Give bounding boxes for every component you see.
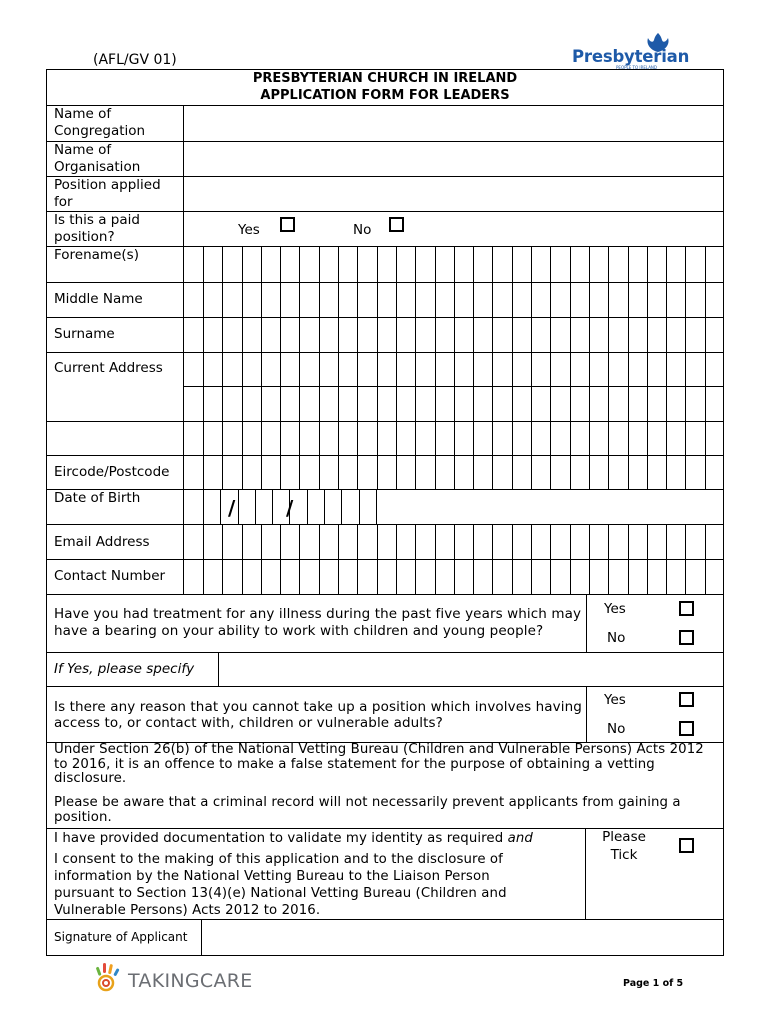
reason-no-label: No: [607, 721, 626, 737]
email-grid[interactable]: [203, 524, 724, 559]
notice-paragraph-2: Please be aware that a criminal record will not necessarily prevent applicants from gaining a position.: [54, 795, 681, 825]
label-dob: Date of Birth: [54, 490, 141, 506]
logo-tagline: PEOPLE TO IRELAND: [616, 65, 658, 70]
tick-label: Please Tick: [602, 829, 646, 863]
paid-yes-label: Yes: [238, 222, 260, 238]
label-middle-name: Middle Name: [54, 291, 143, 307]
takingcare-logo: [94, 962, 254, 996]
paid-no-checkbox[interactable]: [389, 217, 404, 232]
label-eircode: Eircode/Postcode: [54, 464, 170, 480]
reason-yes-label: Yes: [604, 692, 626, 708]
hand-icon: [94, 962, 126, 992]
label-organisation: Name of Organisation: [54, 142, 141, 175]
label-address: Current Address: [54, 360, 163, 376]
label-congregation: Name of Congregation: [54, 106, 146, 139]
signature-input[interactable]: [202, 920, 723, 955]
signature-label: Signature of Applicant: [54, 930, 188, 944]
congregation-input[interactable]: [184, 106, 723, 141]
illness-yes-label: Yes: [604, 601, 626, 617]
label-email: Email Address: [54, 534, 150, 550]
address-grid-line-1[interactable]: [203, 352, 724, 386]
consent-line-1-text: I have provided documentation to validate my identity as required: [54, 831, 508, 846]
position-input[interactable]: [184, 177, 723, 211]
title-line-1: PRESBYTERIAN CHURCH IN IRELAND: [252, 71, 518, 86]
label-position: Position applied for: [54, 177, 161, 210]
consent-paragraph: I consent to the making of this application and to the disclosure of information by the National Vetting Bureau to the Liaison Person pursuant to Section 13(4)(e) National Vetting Bureau (Children and Vulnerable Persons) Acts 2012 to 2016.: [54, 852, 507, 918]
illness-no-checkbox[interactable]: [679, 630, 694, 645]
label-forename: Forename(s): [54, 247, 139, 263]
title-line-2: APPLICATION FORM FOR LEADERS: [260, 88, 510, 103]
consent-line-1-emphasis: and: [507, 831, 533, 846]
label-contact: Contact Number: [54, 568, 166, 584]
logo-text: Presbyterian: [572, 47, 690, 66]
illness-no-label: No: [607, 630, 626, 646]
presbyterian-logo: [572, 33, 690, 71]
dob-separator-2: /: [286, 496, 294, 520]
specify-label: If Yes, please specify: [54, 661, 195, 677]
address-grid-line-3[interactable]: [203, 421, 724, 455]
organisation-input[interactable]: [184, 142, 723, 176]
surname-grid[interactable]: [203, 317, 724, 352]
dob-separator-1: /: [228, 496, 236, 520]
notice-paragraph-1: Under Section 26(b) of the National Vetting Bureau (Children and Vulnerable Persons) Acts 2012 to 2016, it is an offence to make a false statement for the purpose of obtaining a vetting disclosure.: [54, 742, 704, 786]
consent-line-1: [54, 831, 582, 847]
takingcare-text: TAKINGCARE: [128, 970, 253, 992]
reason-yes-checkbox[interactable]: [679, 692, 694, 707]
forename-grid[interactable]: [203, 246, 724, 282]
eircode-grid[interactable]: [203, 455, 724, 489]
consent-checkbox[interactable]: [679, 838, 694, 853]
specify-input[interactable]: [219, 653, 723, 686]
label-paid: Is this a paid position?: [54, 212, 140, 245]
paid-yes-checkbox[interactable]: [280, 217, 295, 232]
page-number: Page 1 of 5: [623, 978, 684, 989]
address-grid-line-2[interactable]: [203, 386, 724, 421]
reason-question: Is there any reason that you cannot take up a position which involves having access to, or contact with, children or vulnerable adults?: [54, 699, 582, 731]
reason-no-checkbox[interactable]: [679, 721, 694, 736]
illness-yes-checkbox[interactable]: [679, 601, 694, 616]
form-code: (AFL/GV 01): [93, 52, 177, 68]
paid-no-label: No: [353, 222, 372, 238]
middle-name-grid[interactable]: [203, 282, 724, 317]
label-surname: Surname: [54, 326, 115, 342]
contact-number-grid[interactable]: [203, 559, 724, 594]
form-title: [47, 70, 723, 104]
illness-question: Have you had treatment for any illness during the past five years which may have a bearing on your ability to work with children and young people?: [54, 606, 582, 639]
